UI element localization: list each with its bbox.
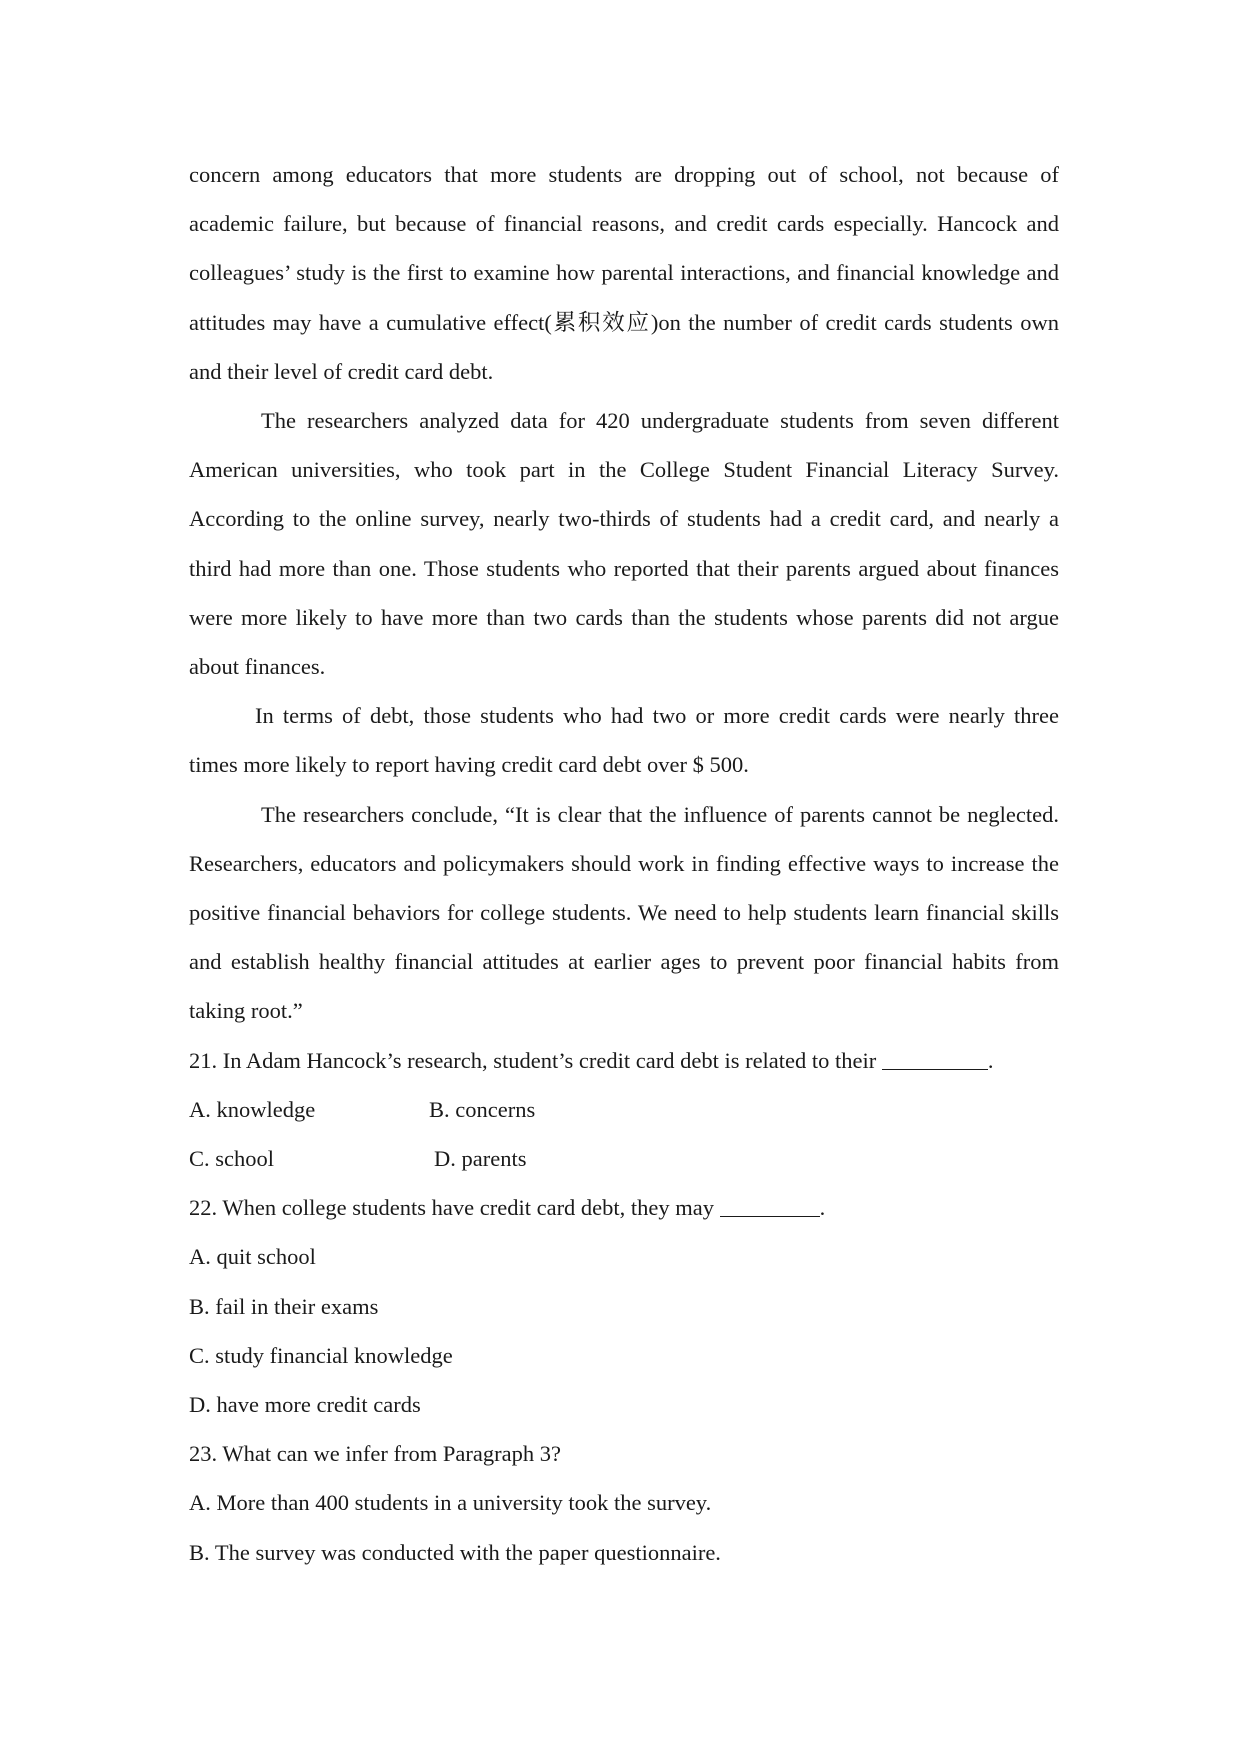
passage-paragraph-1: concern among educators that more students are dropping out of school, not because of academic failure, but because of financial reasons, and credit cards especially. Hancock and colleagues’ study is the first to examine how parental interactions, and financial knowledge and attitudes may have a cumulative effect(累积效应)on the number of credit cards students own and their level of credit card debt. — [189, 162, 1059, 384]
page-content — [189, 150, 1059, 1577]
option-a: A. More than 400 students in a university took the survey. — [189, 1490, 712, 1516]
option-c: C. school — [189, 1146, 275, 1172]
question-21-end: . — [987, 1047, 994, 1073]
option-a: A. knowledge — [189, 1096, 316, 1122]
option-a: A. quit school — [189, 1244, 316, 1270]
answer-blank — [882, 1068, 988, 1070]
option-b: B. concerns — [429, 1096, 536, 1122]
passage-paragraph-2: The researchers analyzed data for 420 undergraduate students from seven different American universities, who took part in the College Student Financial Literacy Survey. According to the online survey, nearly two-thirds of students had a credit card, and nearly a third had more than one. Those students who reported that their parents argued about finances were more likely to have more than two cards than the students whose parents did not argue about finances. — [189, 408, 1059, 680]
question-22-end: . — [819, 1195, 826, 1221]
passage-paragraph-3: In terms of debt, those students who had two or more credit cards were nearly three times more likely to report having credit card debt over $ 500. — [189, 703, 1059, 778]
option-b: B. The survey was conducted with the paper questionnaire. — [189, 1539, 721, 1565]
passage-paragraph-4: The researchers conclude, “It is clear that the influence of parents cannot be neglected. Researchers, educators and policymakers should work in finding effective ways to increase the positive financial behaviors for college students. We need to help students learn financial skills and establish healthy financial attitudes at earlier ages to prevent poor financial habits from taking root.” — [189, 801, 1059, 1024]
question-21-stem: 21. In Adam Hancock’s research, student’s credit card debt is related to their — [189, 1047, 877, 1073]
option-d: D. have more credit cards — [189, 1392, 421, 1418]
answer-blank — [720, 1215, 820, 1217]
question-23: 23. What can we infer from Paragraph 3? — [189, 1441, 561, 1467]
question-21-options-row-1 — [189, 1085, 1059, 1134]
question-22 — [189, 1183, 1059, 1232]
question-21 — [189, 1036, 1059, 1085]
question-22-stem: 22. When college students have credit card debt, they may — [189, 1195, 715, 1221]
option-c: C. study financial knowledge — [189, 1342, 453, 1368]
question-21-options-row-2 — [189, 1134, 1059, 1183]
option-b: B. fail in their exams — [189, 1293, 379, 1319]
option-d: D. parents — [434, 1146, 527, 1172]
